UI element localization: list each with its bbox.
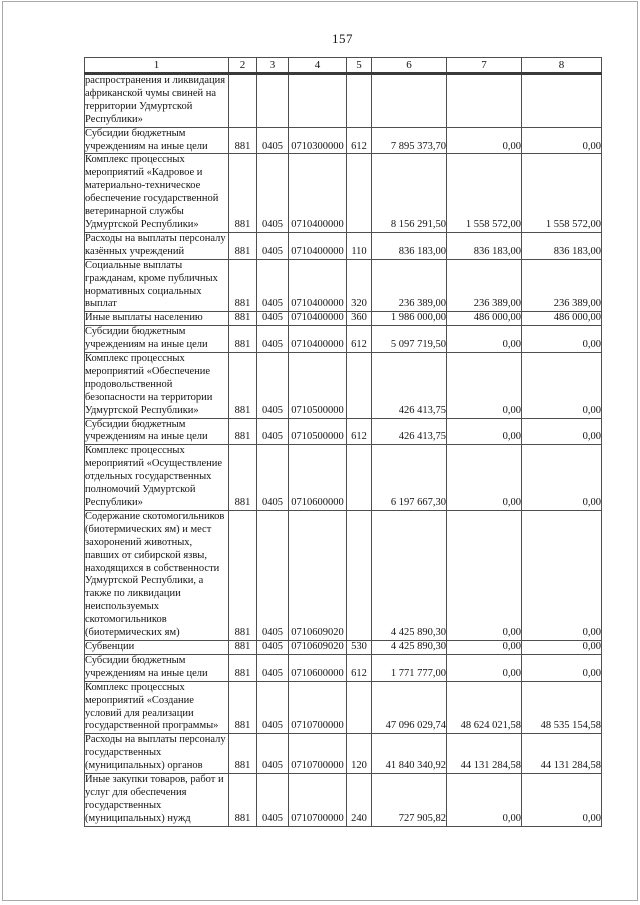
cell-amount-year2: 486 000,00 — [447, 312, 522, 326]
cell-amount-year2: 0,00 — [447, 326, 522, 353]
cell-amount-year3: 0,00 — [522, 640, 602, 654]
cell-grbs-code: 881 — [229, 232, 257, 259]
cell-amount-year1: 236 389,00 — [372, 259, 447, 312]
cell-expense-name: Расходы на выплаты персоналу государственных (муниципальных) органов — [85, 734, 229, 774]
cell-target-article: 0710700000 — [289, 774, 347, 827]
cell-section-code: 0405 — [257, 232, 289, 259]
cell-expense-type — [347, 681, 372, 734]
cell-grbs-code: 881 — [229, 774, 257, 827]
cell-amount-year1: 426 413,75 — [372, 418, 447, 445]
cell-expense-type — [347, 154, 372, 232]
cell-section-code: 0405 — [257, 326, 289, 353]
table-row — [85, 681, 602, 734]
cell-section-code: 0405 — [257, 734, 289, 774]
table-row — [85, 154, 602, 232]
cell-grbs-code: 881 — [229, 734, 257, 774]
table-body — [85, 74, 602, 827]
cell-amount-year2: 0,00 — [447, 654, 522, 681]
cell-section-code: 0405 — [257, 312, 289, 326]
cell-amount-year3 — [522, 74, 602, 128]
cell-amount-year1: 1 771 777,00 — [372, 654, 447, 681]
cell-amount-year3: 0,00 — [522, 774, 602, 827]
table-header-row — [85, 58, 602, 74]
column-header: 1 — [85, 58, 229, 74]
page-number: 157 — [332, 31, 353, 46]
cell-section-code: 0405 — [257, 774, 289, 827]
cell-grbs-code: 881 — [229, 326, 257, 353]
cell-expense-type: 612 — [347, 654, 372, 681]
cell-amount-year2: 0,00 — [447, 445, 522, 511]
cell-amount-year1: 4 425 890,30 — [372, 640, 447, 654]
cell-amount-year1: 47 096 029,74 — [372, 681, 447, 734]
table-row — [85, 418, 602, 445]
cell-target-article: 0710400000 — [289, 312, 347, 326]
cell-section-code: 0405 — [257, 418, 289, 445]
cell-amount-year1: 1 986 000,00 — [372, 312, 447, 326]
cell-expense-name: Иные выплаты населению — [85, 312, 229, 326]
table-row — [85, 326, 602, 353]
cell-section-code — [257, 74, 289, 128]
column-header: 8 — [522, 58, 602, 74]
cell-target-article: 0710609020 — [289, 640, 347, 654]
cell-amount-year3: 0,00 — [522, 418, 602, 445]
cell-amount-year2: 0,00 — [447, 510, 522, 640]
table-row — [85, 445, 602, 511]
cell-grbs-code: 881 — [229, 510, 257, 640]
cell-grbs-code: 881 — [229, 640, 257, 654]
cell-amount-year1: 836 183,00 — [372, 232, 447, 259]
cell-amount-year3: 236 389,00 — [522, 259, 602, 312]
cell-amount-year3: 486 000,00 — [522, 312, 602, 326]
cell-expense-type — [347, 353, 372, 419]
cell-section-code: 0405 — [257, 154, 289, 232]
cell-target-article: 0710500000 — [289, 418, 347, 445]
cell-section-code: 0405 — [257, 640, 289, 654]
cell-amount-year1: 426 413,75 — [372, 353, 447, 419]
cell-expense-type: 612 — [347, 326, 372, 353]
cell-expense-type: 612 — [347, 418, 372, 445]
cell-expense-name: Социальные выплаты гражданам, кроме публичных нормативных социальных выплат — [85, 259, 229, 312]
cell-target-article: 0710400000 — [289, 326, 347, 353]
cell-section-code: 0405 — [257, 445, 289, 511]
cell-grbs-code: 881 — [229, 127, 257, 154]
cell-amount-year1 — [372, 74, 447, 128]
cell-expense-name: Комплекс процессных мероприятий «Создание условий для реализации государственной программы» — [85, 681, 229, 734]
cell-amount-year2 — [447, 74, 522, 128]
cell-target-article: 0710400000 — [289, 259, 347, 312]
cell-amount-year1: 4 425 890,30 — [372, 510, 447, 640]
cell-amount-year3: 44 131 284,58 — [522, 734, 602, 774]
cell-expense-name: Субсидии бюджетным учреждениям на иные цели — [85, 654, 229, 681]
cell-expense-name: Иные закупки товаров, работ и услуг для обеспечения государственных (муниципальных) нужд — [85, 774, 229, 827]
cell-amount-year2: 836 183,00 — [447, 232, 522, 259]
table-row — [85, 774, 602, 827]
cell-expense-type — [347, 445, 372, 511]
table-row — [85, 353, 602, 419]
cell-amount-year3: 836 183,00 — [522, 232, 602, 259]
cell-expense-name: Содержание скотомогильников (биотермических ям) и мест захоронений животных, павших от сибирской язвы, находящихся в собственности Удмуртской Республики, а также по ликвидации неиспользуемых скотомогильников (биотермических ям) — [85, 510, 229, 640]
cell-expense-type — [347, 74, 372, 128]
cell-grbs-code: 881 — [229, 654, 257, 681]
cell-amount-year1: 727 905,82 — [372, 774, 447, 827]
column-header: 2 — [229, 58, 257, 74]
cell-amount-year3: 48 535 154,58 — [522, 681, 602, 734]
cell-section-code: 0405 — [257, 259, 289, 312]
cell-expense-name: Комплекс процессных мероприятий «Обеспечение продовольственной безопасности на территории Удмуртской Республики» — [85, 353, 229, 419]
cell-grbs-code: 881 — [229, 445, 257, 511]
cell-expense-type: 612 — [347, 127, 372, 154]
cell-expense-type: 120 — [347, 734, 372, 774]
cell-amount-year2: 0,00 — [447, 640, 522, 654]
cell-grbs-code: 881 — [229, 259, 257, 312]
cell-amount-year2: 236 389,00 — [447, 259, 522, 312]
cell-expense-type: 110 — [347, 232, 372, 259]
cell-target-article: 0710300000 — [289, 127, 347, 154]
table-row — [85, 510, 602, 640]
cell-section-code: 0405 — [257, 127, 289, 154]
table-row — [85, 640, 602, 654]
cell-expense-type: 360 — [347, 312, 372, 326]
cell-amount-year1: 6 197 667,30 — [372, 445, 447, 511]
cell-target-article: 0710600000 — [289, 445, 347, 511]
cell-expense-name: Субсидии бюджетным учреждениям на иные цели — [85, 127, 229, 154]
cell-expense-name: Субсидии бюджетным учреждениям на иные цели — [85, 326, 229, 353]
column-header: 5 — [347, 58, 372, 74]
cell-target-article: 0710500000 — [289, 353, 347, 419]
cell-amount-year2: 0,00 — [447, 418, 522, 445]
cell-target-article: 0710609020 — [289, 510, 347, 640]
table-row — [85, 312, 602, 326]
cell-amount-year1: 7 895 373,70 — [372, 127, 447, 154]
cell-expense-name: распространения и ликвидация африканской чумы свиней на территории Удмуртской Республики» — [85, 74, 229, 128]
cell-target-article: 0710400000 — [289, 154, 347, 232]
cell-amount-year3: 0,00 — [522, 127, 602, 154]
cell-expense-name: Расходы на выплаты персоналу казённых учреждений — [85, 232, 229, 259]
cell-section-code: 0405 — [257, 654, 289, 681]
cell-grbs-code: 881 — [229, 681, 257, 734]
cell-amount-year3: 0,00 — [522, 510, 602, 640]
cell-amount-year3: 0,00 — [522, 326, 602, 353]
cell-grbs-code: 881 — [229, 418, 257, 445]
cell-amount-year2: 0,00 — [447, 774, 522, 827]
cell-amount-year2: 0,00 — [447, 353, 522, 419]
cell-expense-name: Субвенции — [85, 640, 229, 654]
table-row — [85, 232, 602, 259]
table-row — [85, 654, 602, 681]
cell-amount-year3: 1 558 572,00 — [522, 154, 602, 232]
cell-section-code: 0405 — [257, 681, 289, 734]
cell-grbs-code — [229, 74, 257, 128]
cell-amount-year1: 5 097 719,50 — [372, 326, 447, 353]
cell-target-article — [289, 74, 347, 128]
column-header: 3 — [257, 58, 289, 74]
column-header: 7 — [447, 58, 522, 74]
table-header — [85, 58, 602, 74]
cell-grbs-code: 881 — [229, 353, 257, 419]
table-row — [85, 74, 602, 128]
cell-amount-year1: 41 840 340,92 — [372, 734, 447, 774]
cell-amount-year2: 44 131 284,58 — [447, 734, 522, 774]
cell-amount-year3: 0,00 — [522, 654, 602, 681]
table-row — [85, 127, 602, 154]
column-header: 4 — [289, 58, 347, 74]
cell-amount-year2: 1 558 572,00 — [447, 154, 522, 232]
cell-section-code: 0405 — [257, 353, 289, 419]
cell-section-code: 0405 — [257, 510, 289, 640]
cell-expense-type: 320 — [347, 259, 372, 312]
table-row — [85, 259, 602, 312]
cell-amount-year2: 0,00 — [447, 127, 522, 154]
cell-amount-year1: 8 156 291,50 — [372, 154, 447, 232]
cell-expense-name: Комплекс процессных мероприятий «Осуществление отдельных государственных полномочий Удмуртской Республики» — [85, 445, 229, 511]
column-header: 6 — [372, 58, 447, 74]
cell-grbs-code: 881 — [229, 154, 257, 232]
cell-target-article: 0710700000 — [289, 734, 347, 774]
cell-grbs-code: 881 — [229, 312, 257, 326]
cell-expense-name: Комплекс процессных мероприятий «Кадровое и материально-техническое обеспечение государственной ветеринарной службы Удмуртской Республики» — [85, 154, 229, 232]
cell-target-article: 0710700000 — [289, 681, 347, 734]
cell-amount-year2: 48 624 021,58 — [447, 681, 522, 734]
cell-amount-year3: 0,00 — [522, 353, 602, 419]
table-row — [85, 734, 602, 774]
cell-expense-type: 530 — [347, 640, 372, 654]
cell-amount-year3: 0,00 — [522, 445, 602, 511]
budget-table — [84, 57, 602, 827]
cell-expense-type — [347, 510, 372, 640]
cell-expense-name: Субсидии бюджетным учреждениям на иные цели — [85, 418, 229, 445]
cell-expense-type: 240 — [347, 774, 372, 827]
cell-target-article: 0710400000 — [289, 232, 347, 259]
cell-target-article: 0710600000 — [289, 654, 347, 681]
